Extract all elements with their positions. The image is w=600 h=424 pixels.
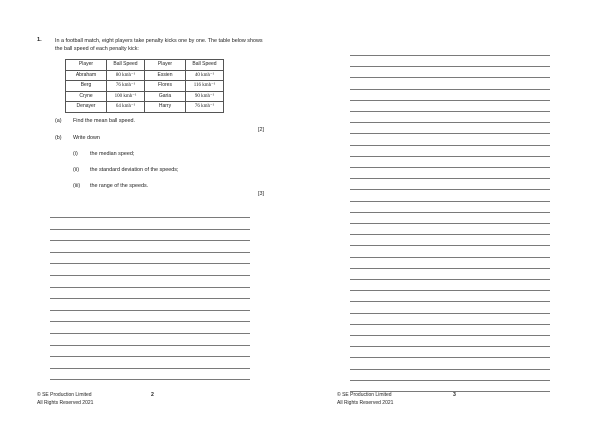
column-header: Player: [145, 60, 186, 71]
ball-speed: 76 kmh⁻¹: [107, 81, 145, 92]
answer-line: [350, 178, 550, 179]
answer-line: [350, 234, 550, 235]
answer-line: [50, 379, 250, 380]
answer-line: [350, 346, 550, 347]
column-header: Ball Speed: [107, 60, 145, 71]
player-name: Essien: [145, 70, 186, 81]
answer-line: [350, 156, 550, 157]
player-name: Garia: [145, 91, 186, 102]
copyright-line: All Rights Reserved 2021: [37, 399, 94, 406]
table-header-row: [66, 60, 224, 71]
answer-line: [350, 245, 550, 246]
answer-line: [350, 324, 550, 325]
answer-line: [350, 212, 550, 213]
subpart-i-text: the median speed;: [90, 151, 135, 157]
answer-line: [350, 167, 550, 168]
answer-line: [350, 189, 550, 190]
ball-speed: 90 kmh⁻¹: [186, 91, 224, 102]
footer-copyright: [37, 392, 93, 407]
answer-line: [350, 313, 550, 314]
answer-line: [50, 229, 250, 230]
answer-line: [350, 301, 550, 302]
answer-line: [350, 380, 550, 381]
subpart-ii-label: (ii): [73, 167, 79, 173]
table-row: [66, 102, 224, 113]
subpart-i-label: (i): [73, 151, 78, 157]
answer-line: [350, 145, 550, 146]
ball-speed: 64 kmh⁻¹: [107, 102, 145, 113]
part-b-text: Write down: [73, 135, 100, 141]
subpart-ii-text: the standard deviation of the speeds;: [90, 167, 179, 173]
answer-line: [350, 268, 550, 269]
player-name: Abraham: [66, 70, 107, 81]
column-header: Ball Speed: [186, 60, 224, 71]
answer-line: [350, 133, 550, 134]
exam-page-right: [300, 0, 600, 424]
ball-speed: 116 kmh⁻¹: [186, 81, 224, 92]
answer-line: [350, 279, 550, 280]
answer-line: [350, 335, 550, 336]
page-number: 2: [151, 392, 154, 398]
table-row: [66, 91, 224, 102]
answer-line: [350, 357, 550, 358]
column-header: Player: [66, 60, 107, 71]
answer-line: [350, 66, 550, 67]
answer-line: [50, 252, 250, 253]
copyright-line: All Rights Reserved 2021: [337, 399, 394, 406]
player-name: Berg: [66, 81, 107, 92]
table-row: [66, 70, 224, 81]
answer-line: [50, 321, 250, 322]
answer-line: [50, 217, 250, 218]
answer-line: [350, 100, 550, 101]
ball-speed: 40 kmh⁻¹: [186, 70, 224, 81]
answer-line: [350, 223, 550, 224]
answer-line: [50, 263, 250, 264]
player-name: Flores: [145, 81, 186, 92]
answer-line: [350, 77, 550, 78]
subpart-iii-label: (iii): [73, 183, 81, 189]
question-number: 1.: [37, 37, 42, 43]
answer-line: [350, 257, 550, 258]
ball-speed-table: [65, 59, 224, 113]
part-b-marks: [3]: [258, 191, 264, 197]
answer-line: [50, 356, 250, 357]
copyright-line: © SE Production Limited: [337, 392, 392, 398]
ball-speed: 76 kmh⁻¹: [186, 102, 224, 113]
subpart-iii-text: the range of the speeds.: [90, 183, 149, 189]
answer-line: [50, 333, 250, 334]
player-name: Cryne: [66, 91, 107, 102]
answer-line: [50, 240, 250, 241]
ball-speed: 100 kmh⁻¹: [107, 91, 145, 102]
answer-line: [350, 369, 550, 370]
answer-line: [350, 55, 550, 56]
part-a-text: Find the mean ball speed.: [73, 118, 136, 124]
answer-line: [50, 275, 250, 276]
player-name: Harry: [145, 102, 186, 113]
answer-line: [350, 122, 550, 123]
answer-line: [50, 345, 250, 346]
answer-line: [350, 290, 550, 291]
part-a-marks: [2]: [258, 127, 264, 133]
question-intro: In a football match, eight players take penalty kicks one by one. The table below shows the ball speed of each penalty kick:: [55, 38, 263, 52]
answer-line: [50, 368, 250, 369]
answer-line: [50, 298, 250, 299]
ball-speed: 80 kmh⁻¹: [107, 70, 145, 81]
copyright-line: © SE Production Limited: [37, 392, 92, 398]
part-b-label: (b): [55, 135, 62, 141]
answer-line: [350, 201, 550, 202]
answer-line: [350, 111, 550, 112]
player-name: Denayer: [66, 102, 107, 113]
answer-line: [50, 287, 250, 288]
table-row: [66, 81, 224, 92]
part-a-label: (a): [55, 118, 62, 124]
page-number: 3: [453, 392, 456, 398]
answer-line: [350, 89, 550, 90]
footer-copyright: [337, 392, 393, 407]
answer-line: [50, 310, 250, 311]
